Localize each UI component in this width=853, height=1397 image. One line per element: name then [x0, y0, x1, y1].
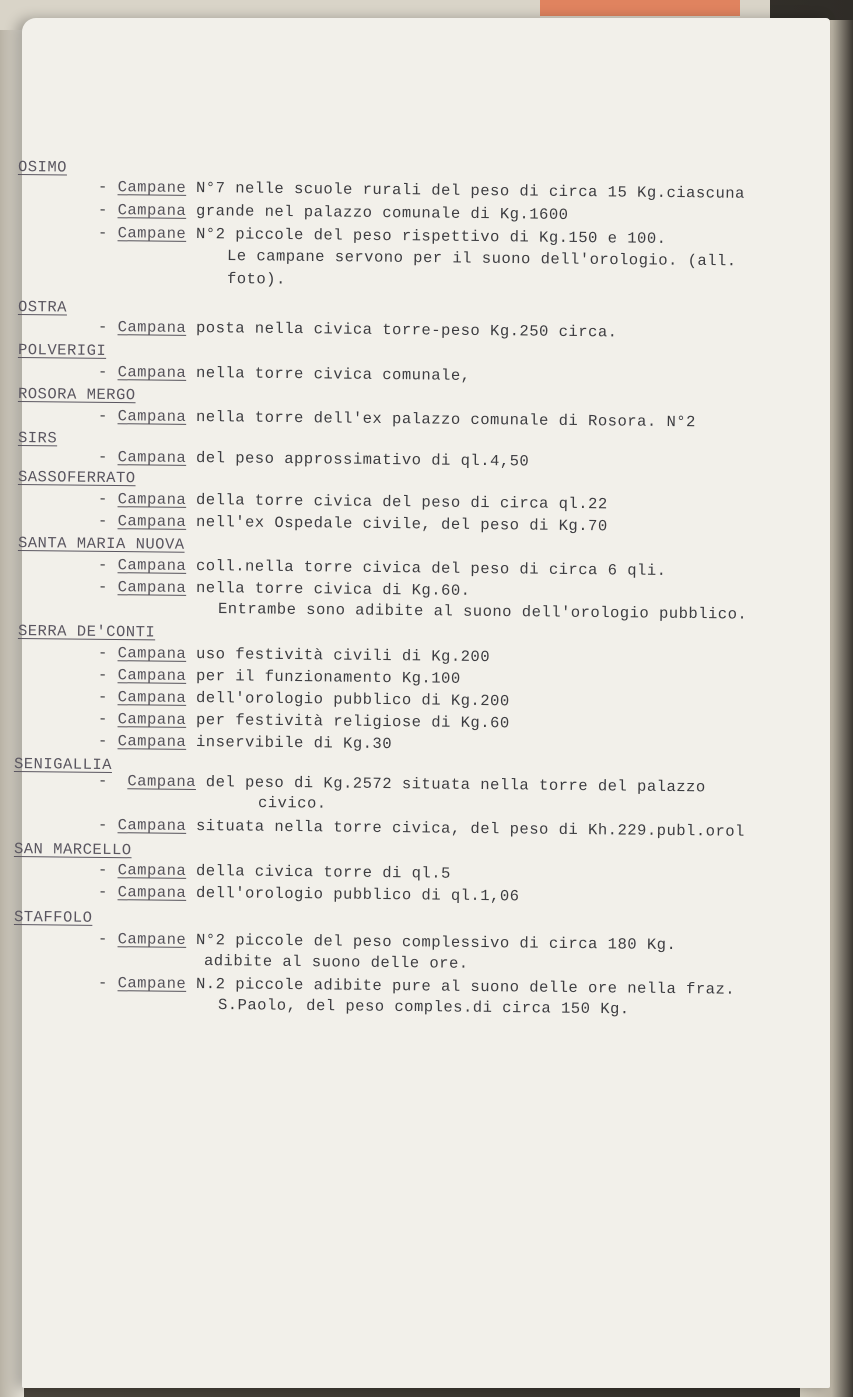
binding-edge: [0, 30, 24, 1397]
list-item: - Campana per il funzionamento Kg.100: [97, 666, 461, 688]
typed-text: [13, 18, 830, 1388]
list-item: - Campana situata nella torre civica, del peso di Kh.229.publ.orol: [97, 816, 745, 841]
list-item: - Campana del peso approssimativo di ql.4,50: [97, 448, 530, 471]
place-heading: STAFFOLO: [13, 908, 93, 927]
place-heading: SANTA MARIA NUOVA: [17, 534, 185, 554]
list-item: - Campane N°2 piccole del peso rispettivo di Kg.150 e 100.: [97, 224, 667, 248]
note-line: Entrambe sono adibite al suono dell'orologio pubblico.: [217, 600, 748, 624]
place-heading: SAN MARCELLO: [13, 840, 132, 860]
place-heading: SASSOFERRATO: [17, 468, 136, 488]
list-item: - Campana nella torre dell'ex palazzo comunale di Rosora. N°2: [97, 407, 696, 432]
list-item: - Campana nell'ex Ospedale civile, del peso di Kg.70: [97, 512, 608, 536]
place-heading: OSIMO: [17, 158, 68, 177]
list-item: - Campana della torre civica del peso di circa ql.22: [97, 490, 608, 514]
list-item: - Campana per festività religiose di Kg.60: [97, 710, 510, 733]
list-item: - Campane N.2 piccole adibite pure al suono delle ore nella fraz.: [97, 974, 736, 999]
place-heading: POLVERIGI: [17, 341, 107, 360]
note-line: adibite al suono delle ore.: [203, 952, 469, 973]
place-heading: SIRS: [17, 429, 58, 448]
list-item: - Campana posta nella civica torre-peso Kg.250 circa.: [97, 318, 618, 342]
place-heading: SERRA DE'CONTI: [17, 622, 156, 642]
list-item: - Campana del peso di Kg.2572 situata nella torre del palazzo: [97, 772, 706, 797]
list-item: - Campane N°2 piccole del peso complessivo di circa 180 Kg.: [97, 930, 677, 955]
list-item: - Campana nella torre civica comunale,: [97, 363, 471, 385]
place-heading: ROSORA MERGO: [17, 385, 136, 405]
list-item: - Campana uso festività civili di Kg.200: [97, 644, 491, 667]
place-heading: SENIGALLIA: [13, 755, 113, 775]
list-item: - Campana dell'orologio pubblico di ql.1,06: [97, 883, 520, 906]
list-item: - Campana coll.nella torre civica del peso di circa 6 qli.: [97, 556, 667, 580]
place-heading: OSTRA: [17, 298, 68, 317]
note-line: S.Paolo, del peso comples.di circa 150 Kg.: [217, 996, 630, 1019]
orange-folder-tab: [540, 0, 740, 16]
note-line: foto).: [226, 270, 286, 289]
list-item: - Campana della civica torre di ql.5: [97, 861, 451, 883]
list-item: - Campana nella torre civica di Kg.60.: [97, 578, 471, 600]
list-item: - Campana dell'orologio pubblico di Kg.200: [97, 688, 510, 711]
list-item: - Campana grande nel palazzo comunale di Kg.1600: [97, 201, 569, 224]
note-line: civico.: [257, 794, 327, 813]
list-item: - Campane N°7 nelle scuole rurali del peso di circa 15 Kg.ciascuna: [97, 178, 745, 203]
list-item: - Campana inservibile di Kg.30: [97, 732, 393, 754]
note-line: Le campane servono per il suono dell'orologio. (all.: [226, 247, 737, 271]
typed-page: [13, 18, 830, 1388]
